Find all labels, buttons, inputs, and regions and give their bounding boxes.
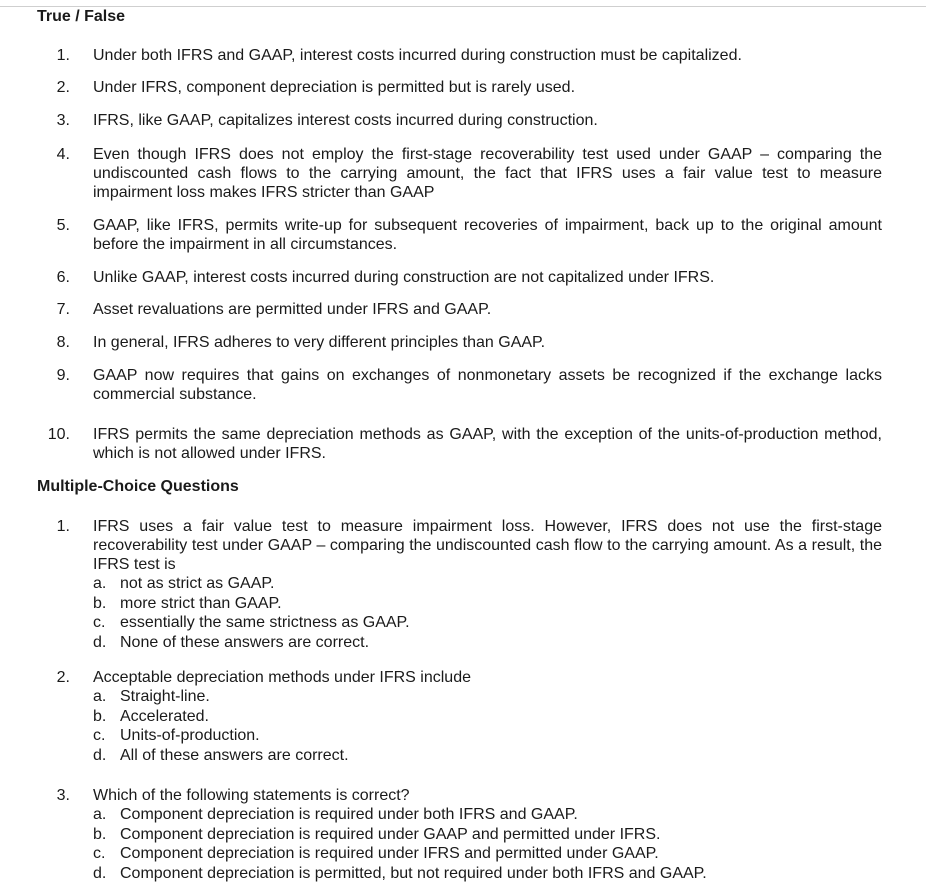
answer-option [93,594,882,614]
option-letter: d. [93,633,107,651]
option-letter: b. [93,825,107,843]
option-letter: c. [93,614,106,632]
answer-option [93,805,882,825]
question-number: 3. [56,787,70,804]
answer-option [93,687,882,707]
mc-question-1 [37,517,882,652]
tf-question-9 [37,366,882,404]
answer-option [93,633,882,653]
option-letter: a. [93,806,107,823]
option-letter: b. [93,594,107,612]
question-number: 6. [56,269,70,286]
tf-question-5 [37,216,882,254]
tf-question-8 [37,333,882,352]
option-text: All of these answers are correct. [120,746,349,764]
question-text: Acceptable depreciation methods under IFRS include [93,669,471,686]
answer-option [93,825,882,845]
option-text: Accelerated. [120,707,209,725]
answer-option [93,844,882,864]
option-letter: d. [93,746,107,764]
tf-question-10 [37,425,882,463]
answer-option [93,726,882,746]
option-letter: c. [93,727,106,745]
question-number: 9. [56,367,70,384]
answer-options [37,574,882,652]
question-text: Under both IFRS and GAAP, interest costs incurred during construction must be capitalized. [93,47,742,64]
tf-question-3 [37,111,882,130]
question-number: 7. [56,301,70,318]
question-text: Which of the following statements is correct? [93,787,410,804]
question-text: Under IFRS, component depreciation is permitted but is rarely used. [93,79,576,96]
tf-question-7 [37,300,882,319]
question-text: IFRS, like GAAP, capitalizes interest costs incurred during construction. [93,112,598,129]
answer-option [93,864,882,884]
tf-question-2 [37,78,882,97]
multiple-choice-heading: Multiple-Choice Questions [37,478,239,495]
question-number: 3. [56,112,70,129]
question-text: GAAP, like IFRS, permits write-up for subsequent recoveries of impairment, back up to the original amount before the impairment in all circumstances. [93,217,882,253]
option-letter: a. [93,688,107,705]
answer-option [93,746,882,766]
option-text: Component depreciation is required under both IFRS and GAAP. [120,806,578,823]
tf-question-4 [37,145,882,202]
option-letter: c. [93,845,106,863]
question-text: Unlike GAAP, interest costs incurred during construction are not capitalized under IFRS. [93,269,715,286]
tf-question-6 [37,268,882,287]
option-text: not as strict as GAAP. [120,575,275,592]
option-text: more strict than GAAP. [120,594,282,612]
option-text: Component depreciation is required under IFRS and permitted under GAAP. [120,845,659,863]
mc-question-2 [37,668,882,765]
option-text: Component depreciation is permitted, but not required under both IFRS and GAAP. [120,864,707,882]
option-text: essentially the same strictness as GAAP. [120,614,410,632]
option-text: Units-of-production. [120,727,260,745]
answer-options [37,805,882,883]
question-number: 4. [56,146,70,163]
question-text: Asset revaluations are permitted under IFRS and GAAP. [93,301,492,318]
true-false-heading: True / False [37,8,126,25]
question-number: 5. [56,217,70,234]
answer-option [93,707,882,727]
question-text: GAAP now requires that gains on exchanges of nonmonetary assets be recognized if the exchange lacks commercial substance. [93,367,882,403]
question-number: 2. [56,669,70,686]
question-text: IFRS uses a fair value test to measure impairment loss. However, IFRS does not use the first-stage recoverability test under GAAP – comparing the undiscounted cash flow to the carrying amount. As a result, the IFRS test is [93,518,882,573]
option-text: None of these answers are correct. [120,633,370,651]
option-text: Straight-line. [120,688,210,705]
answer-option [93,574,882,594]
answer-option [93,613,882,633]
question-number: 8. [56,334,70,351]
option-letter: d. [93,864,107,882]
question-text: Even though IFRS does not employ the first-stage recoverability test used under GAAP – comparing the undiscounted cash flows to the carrying amount, the fact that IFRS uses a fair value test to measure impairment loss makes IFRS stricter than GAAP [93,146,882,201]
answer-options [37,687,882,765]
question-text: IFRS permits the same depreciation methods as GAAP, with the exception of the units-of-production method, which is not allowed under IFRS. [93,426,882,462]
tf-question-1 [37,46,882,65]
mc-question-3 [37,786,882,883]
top-divider [0,6,926,7]
question-number: 10. [47,426,70,443]
option-letter: a. [93,575,107,592]
question-number: 1. [56,518,70,535]
option-letter: b. [93,707,107,725]
option-text: Component depreciation is required under GAAP and permitted under IFRS. [120,825,661,843]
question-number: 1. [56,47,70,64]
question-text: In general, IFRS adheres to very different principles than GAAP. [93,334,546,351]
question-number: 2. [56,79,70,96]
